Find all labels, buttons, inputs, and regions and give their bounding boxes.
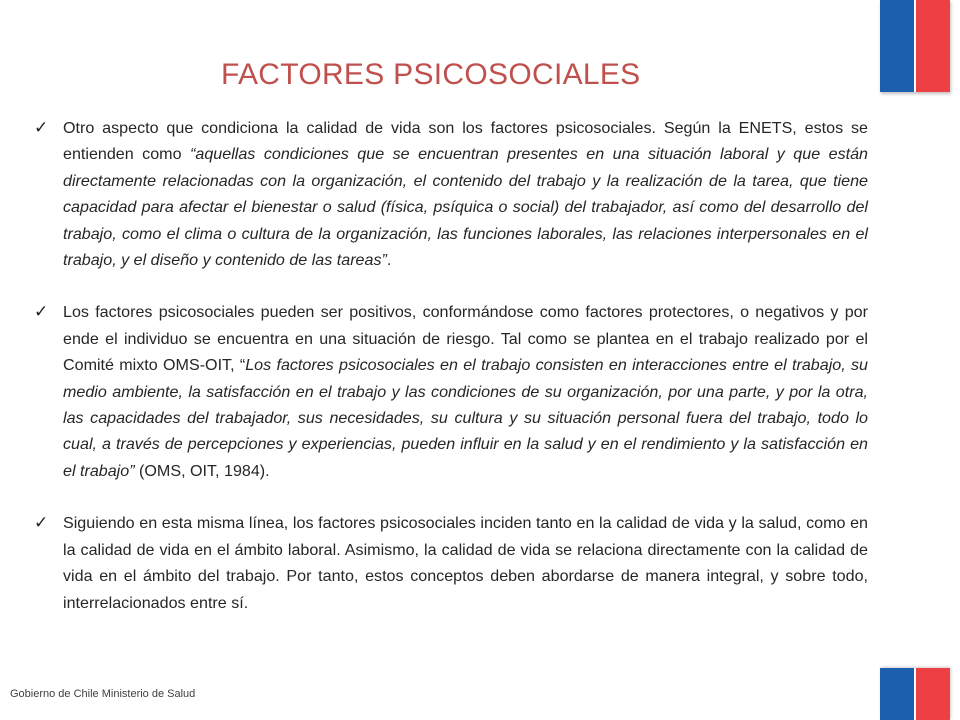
paragraph-2-text: Los factores psicosociales pueden ser positivos, conformándose como factores protectores, o negativos y por ende el individuo se encuentra en una situación de riesgo. Tal como se plantea en el trabajo realizado por el Comité mixto OMS-OIT, “ (63, 303, 868, 375)
chile-flag-bottom-decoration (880, 668, 950, 720)
chile-flag-top-decoration (880, 0, 950, 92)
flag-blue-stripe (880, 668, 914, 720)
footer-credit: Gobierno de Chile Ministerio de Salud (10, 688, 196, 700)
paragraph-1 (34, 115, 868, 273)
paragraph-3 (34, 510, 868, 616)
checkmark-bullet-icon: ✓ (34, 302, 49, 322)
paragraph-1-quote: “aquellas condiciones que se encuentran presentes en una situación laboral y que están directamente relacionadas con la organización, el contenido del trabajo y la realización de la tarea, que tiene capacidad para afectar el bienestar o salud (física, psíquica o social) del trabajador, así como del desarrollo del trabajo, como el clima o cultura de la organización, las funciones laborales, las relaciones interpersonales en el trabajo, y el diseño y contenido de las tareas” (63, 145, 869, 270)
flag-red-stripe (916, 0, 950, 92)
flag-blue-stripe (880, 0, 914, 92)
paragraph-2-citation: (OMS, OIT, 1984). (134, 461, 270, 480)
paragraph-3-text: Siguiendo en esta misma línea, los factores psicosociales inciden tanto en la calidad de vida y la salud, como en la calidad de vida en el ámbito laboral. Asimismo, la calidad de vida se relaciona directamente con la calidad de vida en el ámbito del trabajo. Por tanto, estos conceptos deben abordarse de manera integral, y sobre todo, interrelacionados entre sí. (63, 514, 868, 612)
paragraph-1-text: Otro aspecto que condiciona la calidad de vida son los factores psicosociales. Según la ENETS, estos se entienden como (63, 119, 868, 164)
checkmark-bullet-icon: ✓ (34, 513, 49, 533)
flag-red-stripe (916, 668, 950, 720)
paragraph-2-quote: Los factores psicosociales en el trabajo consisten en interacciones entre el trabajo, su medio ambiente, la satisfacción en el trabajo y las condiciones de su organización, por una parte, y por la otra, las capacidades del trabajador, sus necesidades, su cultura y su situación personal fuera del trabajo, todo lo cual, a través de percepciones y experiencias, pueden influir en la salud y en el rendimiento y la satisfacción en el trabajo” (63, 356, 868, 480)
slide-title: FACTORES PSICOSOCIALES (221, 58, 641, 91)
paragraph-2 (34, 299, 868, 484)
slide-body (34, 115, 868, 616)
paragraph-1-end: . (386, 251, 392, 270)
checkmark-bullet-icon: ✓ (34, 118, 49, 137)
